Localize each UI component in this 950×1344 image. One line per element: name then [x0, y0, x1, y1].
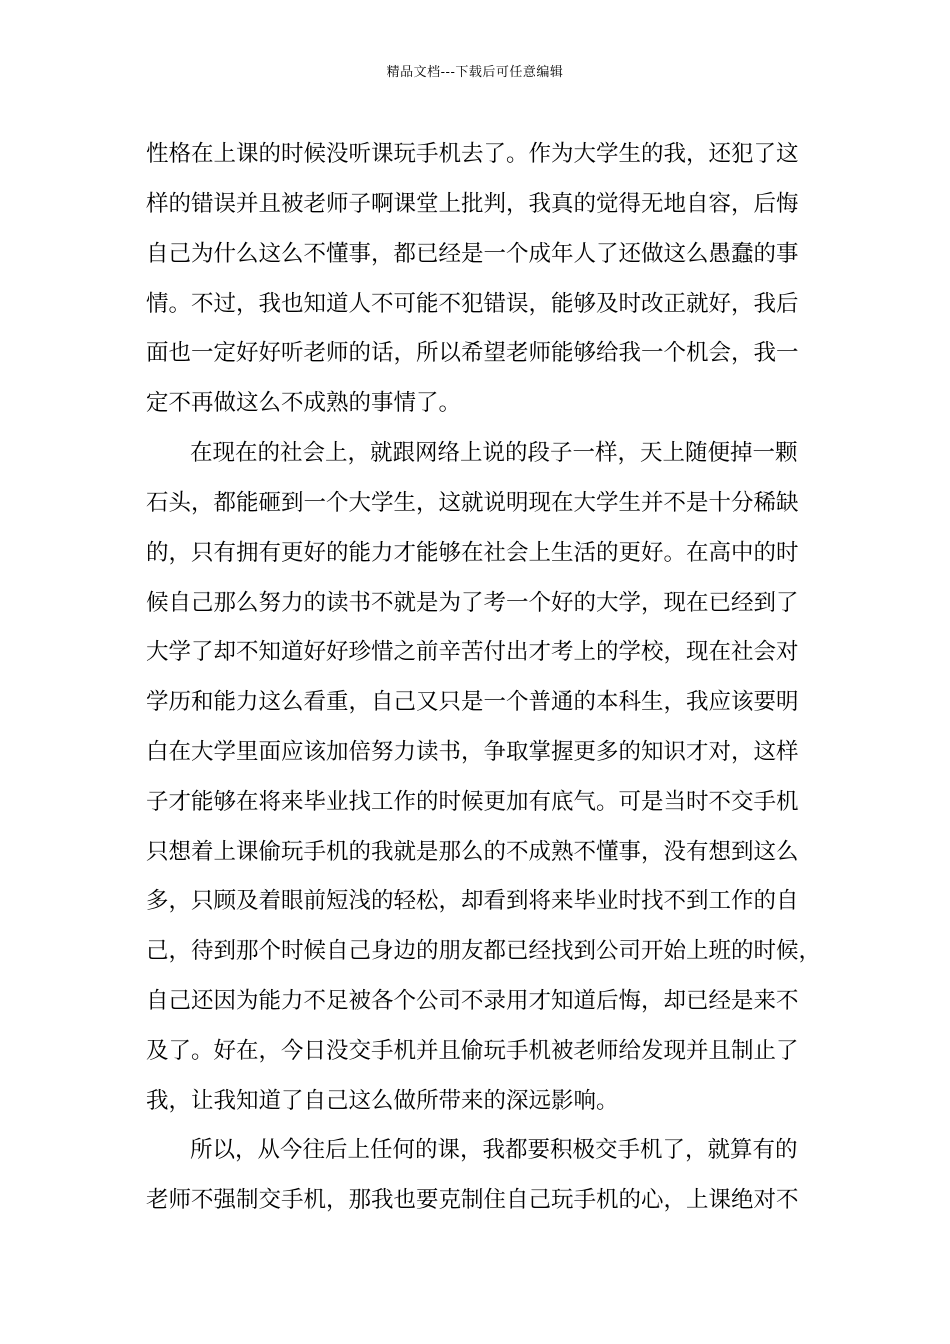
paragraph-first-line: 所以，从今往后上任何的课，我都要积极交手机了，就算有的: [190, 1137, 798, 1163]
text-line: 大学了却不知道好好珍惜之前辛苦付出才考上的学校，现在社会对: [146, 639, 799, 665]
text-line: 只想着上课偷玩手机的我就是那么的不成熟不懂事，没有想到这么: [146, 839, 799, 865]
text-line: 自己还因为能力不足被各个公司不录用才知道后悔，却已经是来不: [146, 988, 799, 1014]
text-line: 老师不强制交手机，那我也要克制住自己玩手机的心，上课绝对不: [146, 1187, 799, 1213]
text-line: 子才能够在将来毕业找工作的时候更加有底气。可是当时不交手机: [146, 789, 799, 815]
text-line: 己，待到那个时候自己身边的朋友都已经找到公司开始上班的时候，: [146, 938, 822, 964]
text-line: 情。不过，我也知道人不可能不犯错误，能够及时改正就好，我后: [146, 291, 799, 317]
text-line: 定不再做这么不成熟的事情了。: [146, 390, 462, 416]
text-line: 候自己那么努力的读书不就是为了考一个好的大学，现在已经到了: [146, 590, 799, 616]
text-line: 性格在上课的时候没听课玩手机去了。作为大学生的我，还犯了这: [146, 141, 799, 167]
paragraph-first-line: 在现在的社会上，就跟网络上说的段子一样，天上随便掉一颗: [190, 440, 798, 466]
text-line: 我，让我知道了自己这么做所带来的深远影响。: [146, 1088, 619, 1114]
page-header: 精品文档---下载后可任意编辑: [386, 65, 564, 80]
text-line: 石头，都能砸到一个大学生，这就说明现在大学生并不是十分稀缺: [146, 490, 799, 516]
text-line: 及了。好在，今日没交手机并且偷玩手机被老师给发现并且制止了: [146, 1038, 799, 1064]
text-line: 自己为什么这么不懂事，都已经是一个成年人了还做这么愚蠢的事: [146, 241, 799, 267]
text-line: 样的错误并且被老师子啊课堂上批判，我真的觉得无地自容，后悔: [146, 191, 799, 217]
text-line: 学历和能力这么看重，自己又只是一个普通的本科生，我应该要明: [146, 689, 799, 715]
text-line: 多，只顾及着眼前短浅的轻松，却看到将来毕业时找不到工作的自: [146, 888, 799, 914]
text-line: 的，只有拥有更好的能力才能够在社会上生活的更好。在高中的时: [146, 540, 799, 566]
text-line: 面也一定好好听老师的话，所以希望老师能够给我一个机会，我一: [146, 340, 799, 366]
text-line: 白在大学里面应该加倍努力读书，争取掌握更多的知识才对，这样: [146, 739, 799, 765]
